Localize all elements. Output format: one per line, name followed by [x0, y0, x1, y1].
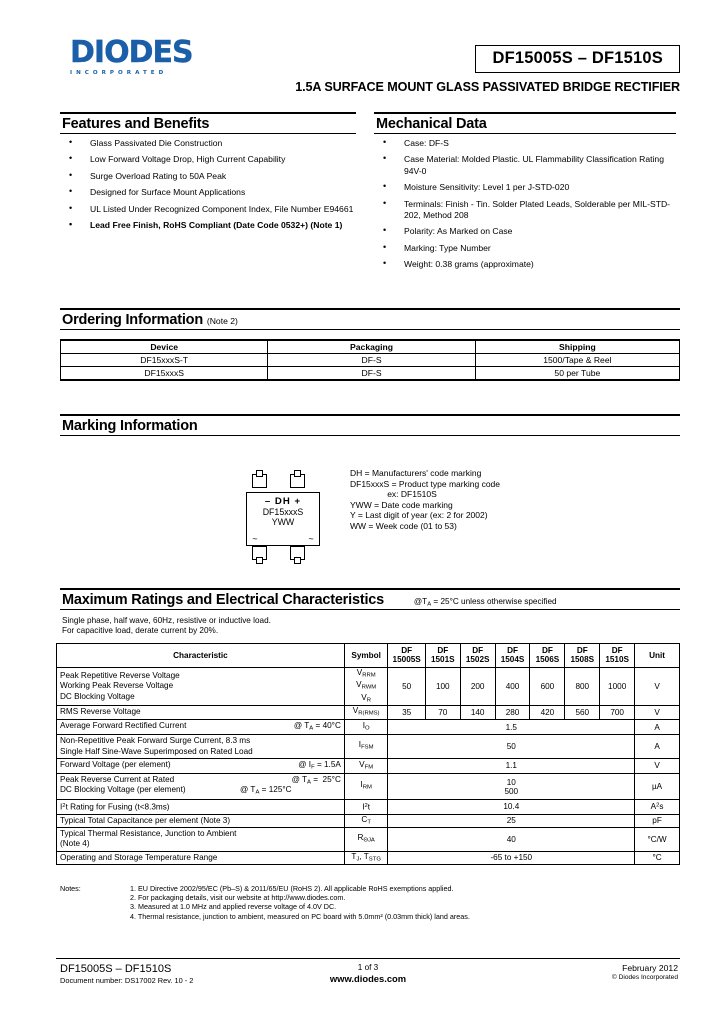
lead-pin — [252, 474, 267, 488]
cell-value: 560 — [565, 706, 600, 720]
ordering-title-text: Ordering Information — [62, 312, 204, 328]
footer-rule — [56, 958, 680, 959]
cell-characteristic: Non-Repetitive Peak Forward Surge Current, 8.3 ms Single Half Sine-Wave Superimposed on Rated Load — [57, 735, 345, 758]
package-marking-line3: YWW — [271, 517, 295, 527]
table-row — [61, 367, 680, 381]
ac-terminal-icon: ∼ — [308, 536, 314, 543]
cell-value: 50 — [388, 667, 425, 706]
table-row — [57, 735, 680, 758]
ac-terminal-icon: ∼ — [252, 536, 258, 543]
cell-packaging: DF-S — [268, 354, 475, 367]
ordering-section — [60, 308, 680, 381]
cell-unit: °C — [635, 851, 680, 865]
cell-characteristic: RMS Reverse Voltage — [57, 706, 345, 720]
marking-diagram — [225, 468, 645, 568]
cell-value: 1000 — [600, 667, 635, 706]
cell-characteristic: Peak Repetitive Reverse Voltage Working Peak Reverse Voltage DC Blocking Voltage — [57, 667, 345, 706]
table-header-row — [57, 644, 680, 668]
cell-symbol: $V_{RRM}$ $V_{RWM}$ $V_R$ — [344, 667, 388, 706]
ordering-table — [60, 339, 680, 381]
cell-characteristic — [57, 758, 345, 774]
note-item: 1. EU Directive 2002/95/EC (Pb–S) & 2011/65/EU (RoHS 2). All applicable RoHS exemptions applied. — [130, 884, 454, 893]
notes-block — [60, 884, 680, 921]
features-list — [60, 138, 356, 231]
rule — [60, 329, 680, 330]
cell-value-span: 10.4 — [388, 799, 635, 814]
page-footer — [56, 963, 680, 1003]
cell-symbol: $I_{FSM}$ — [344, 735, 388, 758]
cell-condition: @ $T_A = 40^\circ C$ — [293, 720, 341, 732]
column-header-device: DF 1508S — [565, 644, 600, 668]
table-row — [57, 774, 680, 800]
list-item: • Weight: 0.38 grams (approximate) — [374, 259, 676, 270]
cell-characteristic — [57, 719, 345, 735]
list-item: • Surge Overload Rating to 50A Peak — [60, 171, 356, 182]
list-item: • Lead Free Finish, RoHS Compliant (Date Code 0532+) (Note 1) — [60, 220, 356, 231]
preamble-line: Single phase, half wave, 60Hz, resistive or inductive load. — [62, 616, 271, 625]
legend-line: YWW = Date code marking — [350, 499, 453, 510]
cell-value: 100 — [425, 667, 460, 706]
ratings-title-text: Maximum Ratings and Electrical Characteristics — [62, 592, 385, 608]
ordering-title — [60, 310, 680, 329]
cell-symbol: $I^2t$ — [344, 799, 388, 814]
cell-characteristic: @ $T_A = 25^\circ C$ Peak Reverse Current at Rated @ $T_A = 125^\circ C$ DC Blocking Voltage (per element) — [57, 774, 345, 800]
marking-legend — [350, 468, 500, 532]
list-item: • Marking: Type Number — [374, 243, 676, 254]
legend-line: ex: DF1510S — [387, 489, 437, 500]
cell-value-span: 50 — [388, 735, 635, 758]
preamble-line: For capacitive load, derate current by 20%. — [62, 626, 219, 636]
footer-part-number: DF15005S – DF1510S — [60, 963, 172, 975]
cell-value-span: 1.5 — [388, 719, 635, 735]
list-item: • Low Forward Voltage Drop, High Current Capability — [60, 154, 356, 165]
table-row — [57, 799, 680, 814]
ratings-condition: $@T_A = 25^\circ C$ unless otherwise specified — [413, 597, 557, 608]
cell-device: DF15xxxS — [61, 367, 268, 381]
column-header-packaging: Packaging — [268, 340, 475, 354]
note-item: 2. For packaging details, visit our website at http://www.diodes.com. — [130, 893, 346, 903]
cell-characteristic: Typical Total Capacitance per element (Note 3) — [57, 814, 345, 828]
cell-unit: $A^2s$ — [635, 799, 680, 814]
ratings-table-wrap — [56, 643, 680, 865]
cell-characteristic-text: Average Forward Rectified Current — [60, 720, 187, 730]
footer-right — [612, 963, 678, 981]
mechanical-title: Mechanical Data — [376, 116, 487, 132]
rule — [374, 133, 676, 134]
list-item: • Moisture Sensitivity: Level 1 per J-STD-020 — [374, 182, 676, 193]
note-item: 3. Measured at 1.0 MHz and applied reverse voltage of 4.0V DC. — [130, 902, 337, 912]
cell-value-span: -65 to +150 — [388, 851, 635, 865]
marking-title: Marking Information — [62, 418, 198, 434]
table-row — [57, 758, 680, 774]
column-header-device: DF 1502S — [460, 644, 495, 668]
list-item: • Polarity: As Marked on Case — [374, 226, 676, 237]
lead-pin — [290, 546, 305, 560]
footer-copyright: © Diodes Incorporated — [611, 974, 678, 981]
table-row — [57, 719, 680, 735]
footer-document-number: Document number: DS17002 Rev. 10 - 2 — [60, 976, 194, 985]
package-drawing — [230, 472, 335, 564]
list-item: • UL Listed Under Recognized Component Index, File Number E94661 — [60, 204, 356, 215]
page-number: 1 of 3 — [357, 963, 379, 972]
ratings-table — [56, 643, 680, 865]
footer-center — [56, 963, 680, 984]
lead-pin — [290, 474, 305, 488]
mechanical-section — [374, 112, 676, 276]
notes-label: Notes: — [60, 884, 81, 893]
ordering-note-ref: (Note 2) — [206, 316, 238, 326]
footer-date: February 2012 — [622, 963, 678, 973]
cell-value: 420 — [530, 706, 565, 720]
rule — [60, 435, 680, 436]
cell-condition: @ $T_A = 125^\circ C$ — [239, 785, 292, 796]
note-item: 4. Thermal resistance, junction to ambient, measured on PC board with 5.0mm² (0.03mm thick) land areas. — [130, 911, 470, 921]
cell-value: 140 — [460, 706, 495, 720]
cell-value: 700 — [600, 706, 635, 720]
cell-symbol: $I_{RM}$ — [344, 774, 388, 800]
rule — [60, 133, 356, 134]
cell-characteristic: $I^2t$ Rating for Fusing (t<8.3ms) — [57, 799, 345, 814]
ratings-title — [60, 590, 680, 609]
table-row — [57, 667, 680, 706]
legend-line: DH = Manufacturers' code marking — [350, 468, 482, 478]
cell-symbol: $R_{\Theta JA}$ — [344, 828, 388, 851]
table-row — [57, 828, 680, 851]
table-row — [61, 354, 680, 367]
part-number-box — [475, 45, 680, 73]
list-item: • Designed for Surface Mount Applications — [60, 187, 356, 198]
footer-website-link[interactable]: www.diodes.com — [329, 973, 407, 984]
cell-shipping: 1500/Tape & Reel — [475, 354, 679, 367]
cell-symbol: $V_{FM}$ — [344, 758, 388, 774]
cell-unit: µA — [635, 774, 680, 800]
cell-symbol: $V_{R(RMS)}$ — [344, 706, 388, 720]
column-header-device: DF 1510S — [600, 644, 635, 668]
cell-unit: V — [635, 706, 680, 720]
column-header-unit: Unit — [635, 644, 680, 668]
table-row — [57, 851, 680, 865]
column-header-device: DF 1506S — [530, 644, 565, 668]
cell-condition: @ $T_A = 25^\circ C$ — [291, 775, 341, 786]
list-item: • Case Material: Molded Plastic. UL Flammability Classification Rating 94V-0 — [374, 154, 676, 177]
cell-value: 600 — [530, 667, 565, 706]
cell-value: 280 — [495, 706, 530, 720]
cell-characteristic: Operating and Storage Temperature Range — [57, 851, 345, 865]
ratings-section — [60, 588, 680, 637]
diodes-logo — [70, 35, 210, 82]
package-body — [246, 492, 320, 546]
cell-symbol: $C_T$ — [344, 814, 388, 828]
cell-unit: A — [635, 719, 680, 735]
package-marking-line1: – DH + — [264, 496, 302, 507]
legend-line: WW = Week code (01 to 53) — [350, 520, 457, 531]
part-number: DF15005S – DF1510S — [492, 49, 663, 67]
logo-subtext: INCORPORATED — [70, 70, 168, 76]
table-header-row — [61, 340, 680, 354]
marking-section — [60, 414, 680, 436]
cell-value: 70 — [425, 706, 460, 720]
cell-characteristic-text: Forward Voltage (per element) — [60, 759, 171, 769]
cell-symbol: $I_O$ — [344, 719, 388, 735]
column-header-device: DF 1504S — [495, 644, 530, 668]
cell-unit: pF — [635, 814, 680, 828]
cell-unit: V — [635, 667, 680, 706]
notes-list — [60, 884, 680, 921]
cell-packaging: DF-S — [268, 367, 475, 381]
cell-device: DF15xxxS-T — [61, 354, 268, 367]
list-item: • Case: DF-S — [374, 138, 676, 149]
cell-value: 400 — [495, 667, 530, 706]
column-header-device: DF 1501S — [425, 644, 460, 668]
features-title: Features and Benefits — [62, 116, 210, 132]
column-header-symbol: Symbol — [344, 644, 388, 668]
logo-wordmark: DIODES — [70, 35, 193, 70]
ratings-preamble — [60, 616, 680, 637]
cell-characteristic: Typical Thermal Resistance, Junction to Ambient (Note 4) — [57, 828, 345, 851]
cell-unit: °C/W — [635, 828, 680, 851]
list-item: • Glass Passivated Die Construction — [60, 138, 356, 149]
cell-value-span: 40 — [388, 828, 635, 851]
list-item: • Terminals: Finish - Tin. Solder Plated Leads, Solderable per MIL-STD-202, Method 208 — [374, 199, 676, 222]
package-marking-line2: DF15xxxS — [262, 507, 304, 517]
table-row — [57, 706, 680, 720]
cell-value-span: 25 — [388, 814, 635, 828]
cell-value: 800 — [565, 667, 600, 706]
cell-condition: @ $I_F = 1.5A$ — [298, 759, 341, 771]
legend-line: Y = Last digit of year (ex: 2 for 2002) — [350, 510, 488, 521]
mechanical-list — [374, 138, 676, 271]
rule — [60, 609, 680, 610]
cell-unit: A — [635, 735, 680, 758]
cell-value: 35 — [388, 706, 425, 720]
cell-symbol: $T_J$, $T_{STG}$ — [344, 851, 388, 865]
cell-value-span: 10 500 — [388, 774, 635, 800]
cell-value: 200 — [460, 667, 495, 706]
column-header-device: Device — [61, 340, 268, 354]
table-row — [57, 814, 680, 828]
lead-pin — [252, 546, 267, 560]
page-header — [0, 0, 720, 100]
document-subtitle: 1.5A SURFACE MOUNT GLASS PASSIVATED BRIDGE RECTIFIER — [295, 80, 680, 94]
cell-unit: V — [635, 758, 680, 774]
column-header-characteristic: Characteristic — [57, 644, 345, 668]
column-header-device: DF 15005S — [388, 644, 425, 668]
legend-line: DF15xxxS = Product type marking code — [350, 478, 500, 489]
features-section — [60, 112, 356, 236]
cell-value-span: 1.1 — [388, 758, 635, 774]
cell-shipping: 50 per Tube — [475, 367, 679, 381]
column-header-shipping: Shipping — [475, 340, 679, 354]
